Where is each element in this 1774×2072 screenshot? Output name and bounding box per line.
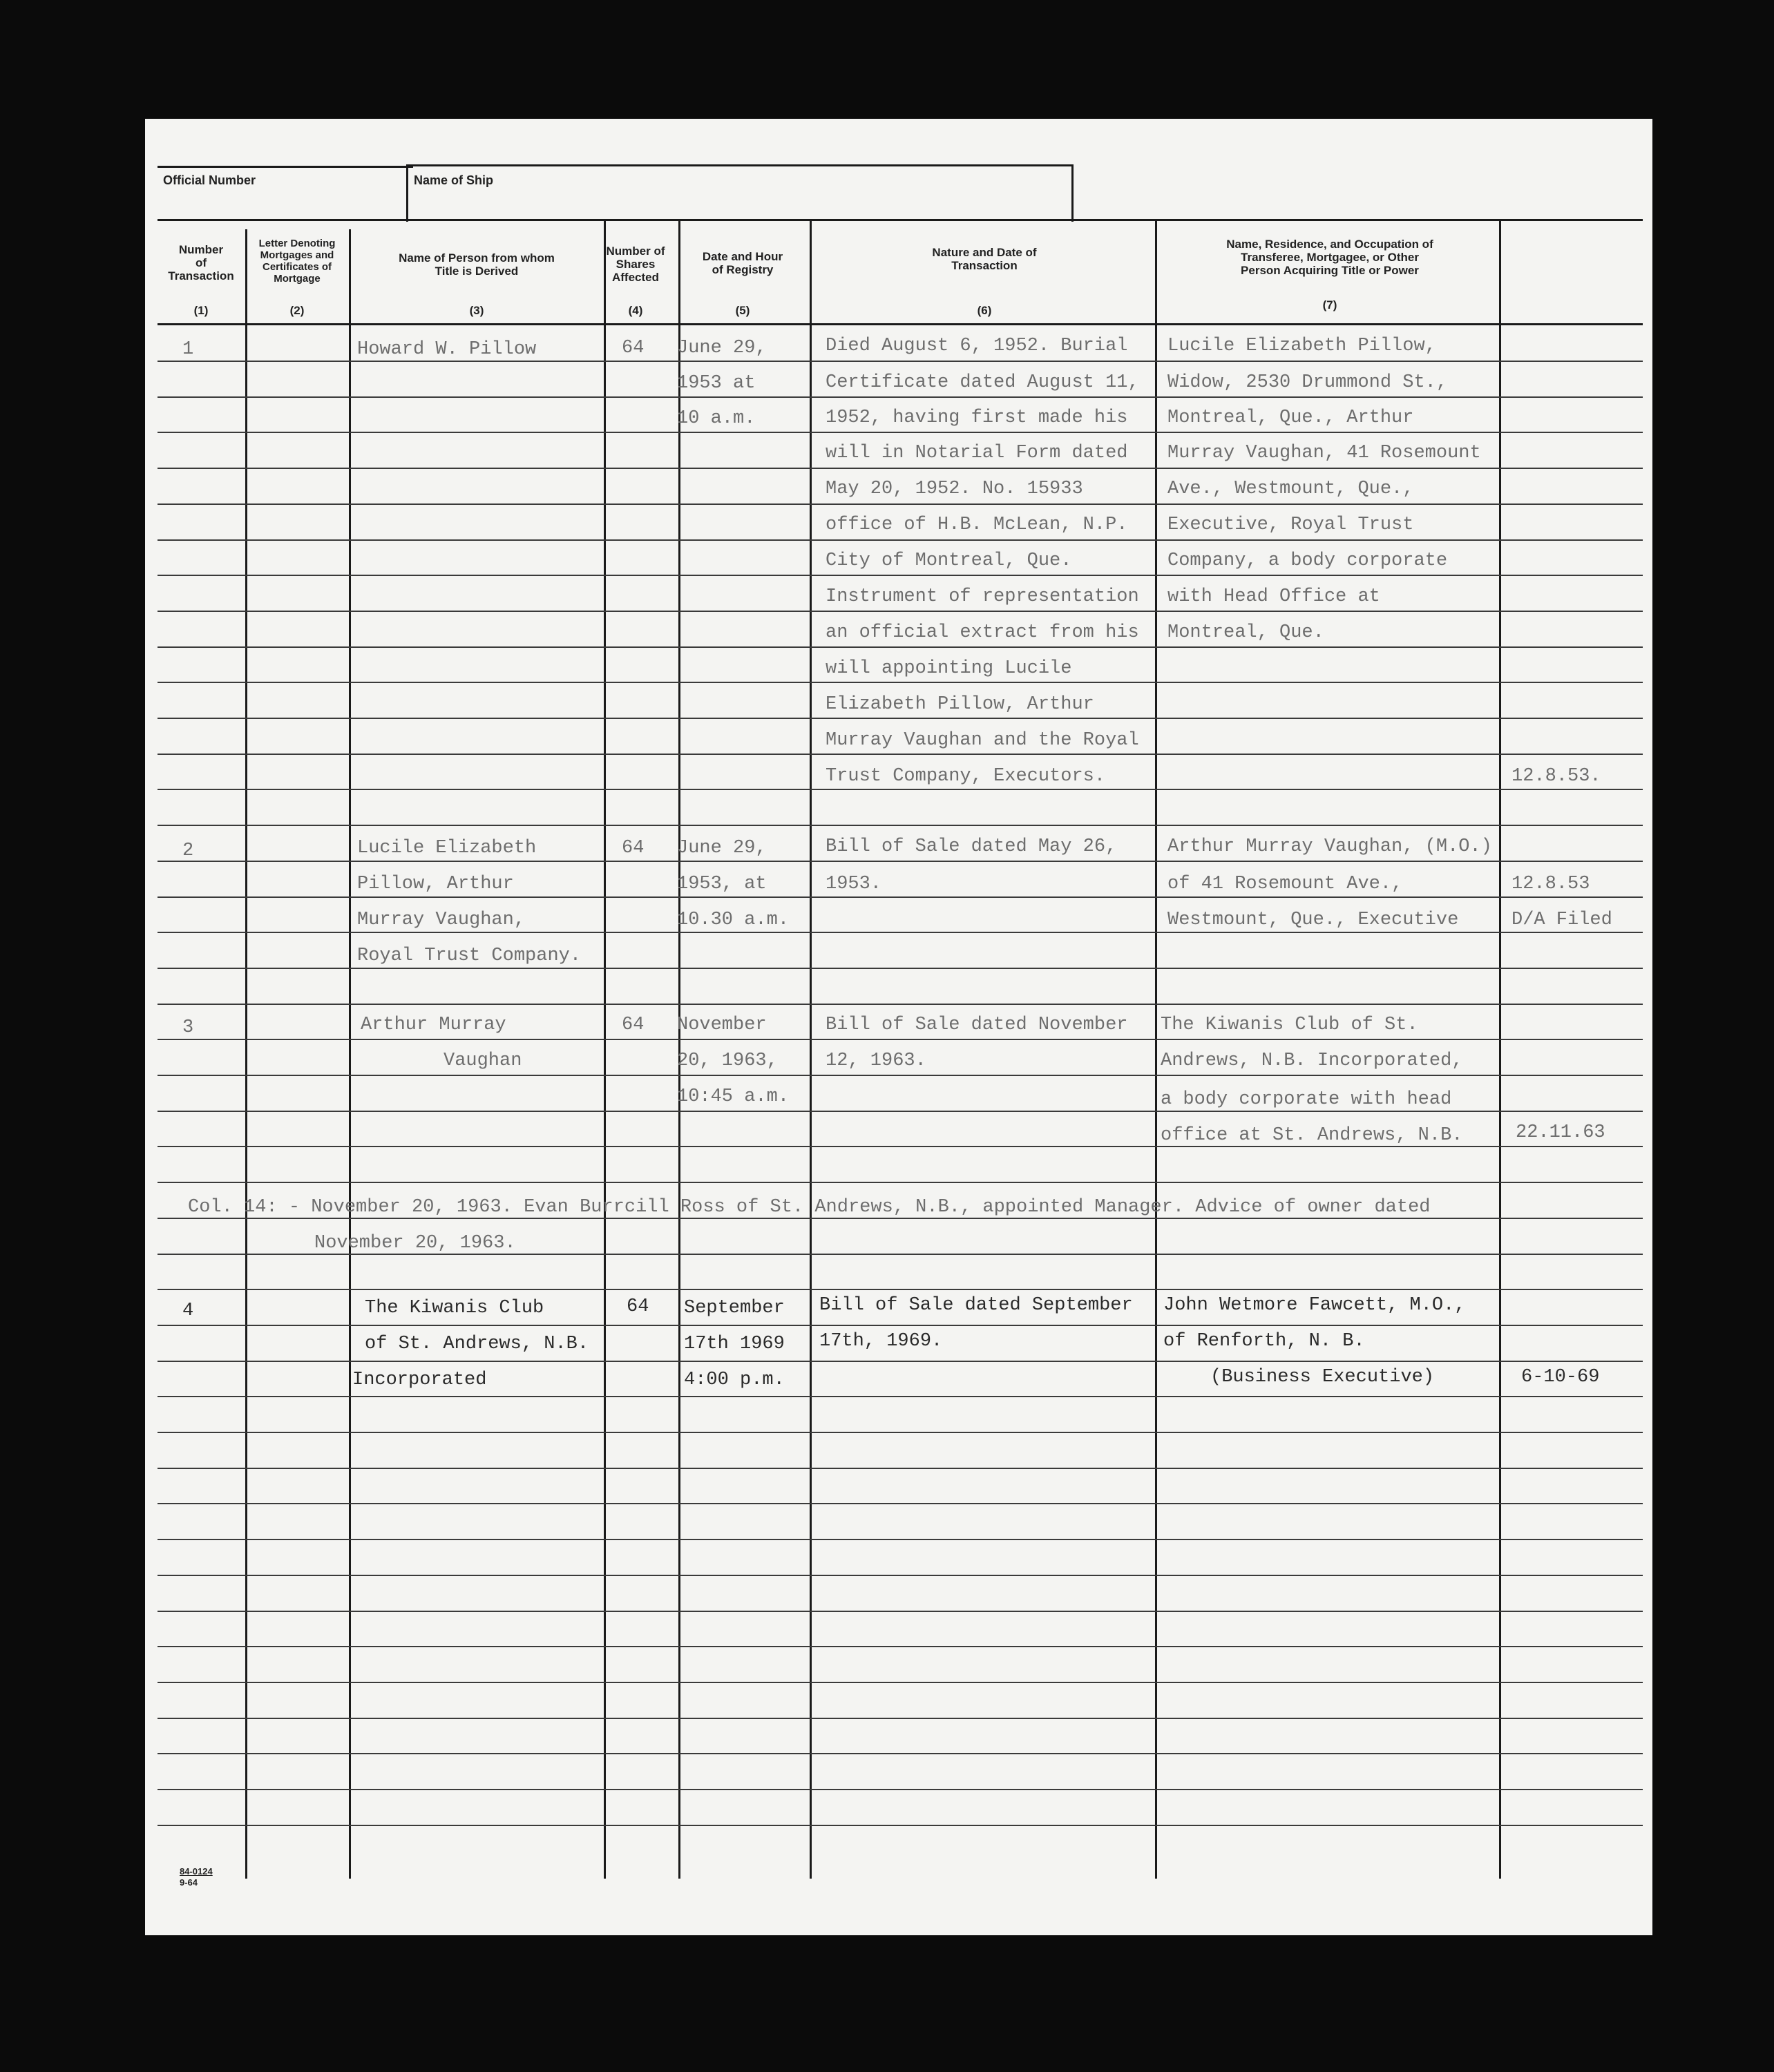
t1-transferee-1: Lucile Elizabeth Pillow,	[1167, 336, 1436, 356]
t1-transferee-7: Company, a body corporate	[1167, 550, 1448, 571]
t1-nature-2: Certificate dated August 11,	[826, 372, 1139, 393]
col-divider-5	[810, 221, 812, 1879]
t1-person: Howard W. Pillow	[357, 339, 537, 360]
t1-nature-10: will appointing Lucile	[826, 658, 1072, 679]
ruled-line	[158, 646, 1643, 648]
t3-date-1: November	[677, 1015, 767, 1035]
t1-date-3: 10 a.m.	[677, 408, 756, 429]
t1-nature-1: Died August 6, 1952. Burial	[826, 336, 1128, 356]
t1-transferee-3: Montreal, Que., Arthur	[1167, 407, 1414, 428]
col-divider-3	[604, 221, 606, 1879]
t4-person-3: Incorporated	[352, 1370, 487, 1390]
t3-margin-1: 22.11.63	[1516, 1122, 1605, 1143]
t1-transferee-8: with Head Office at	[1167, 586, 1380, 607]
ruled-line	[158, 1753, 1643, 1754]
t2-date-3: 10.30 a.m.	[677, 910, 790, 930]
ruled-line	[158, 1182, 1643, 1183]
t1-transferee-9: Montreal, Que.	[1167, 622, 1324, 643]
t2-transferee-3: Westmount, Que., Executive	[1167, 910, 1459, 930]
ruled-line	[158, 1611, 1643, 1612]
col14-note-line-2: November 20, 1963.	[314, 1233, 516, 1254]
ruled-line	[158, 361, 1643, 362]
column-header-bottom-rule	[158, 323, 1643, 325]
ruled-line	[158, 718, 1643, 719]
name-of-ship-label: Name of Ship	[414, 173, 494, 187]
col2-number: (2)	[289, 304, 305, 317]
ruled-line	[158, 1039, 1643, 1040]
register-page	[145, 119, 1652, 1935]
col2-header: Letter Denoting Mortgages and Certificates of Mortgage	[258, 238, 336, 285]
col4-number: (4)	[628, 304, 643, 317]
col1-header: Number of Transaction	[168, 243, 234, 282]
ruled-line	[158, 503, 1643, 505]
t3-transferee-1: The Kiwanis Club of St.	[1161, 1015, 1418, 1035]
ruled-line	[158, 1361, 1643, 1362]
ruled-line	[158, 1682, 1643, 1683]
t1-nature-8: Instrument of representation	[826, 586, 1139, 607]
t3-shares: 64	[622, 1015, 645, 1035]
t4-date-1: September	[684, 1298, 785, 1318]
t1-nature-11: Elizabeth Pillow, Arthur	[826, 694, 1094, 715]
t4-nature-1: Bill of Sale dated September	[819, 1295, 1133, 1316]
t1-transferee-4: Murray Vaughan, 41 Rosemount	[1167, 443, 1481, 463]
col-divider-1	[245, 229, 247, 1879]
ruled-line	[158, 896, 1643, 898]
ruled-line	[158, 1075, 1643, 1076]
ruled-line	[158, 1825, 1643, 1826]
t1-nature-7: City of Montreal, Que.	[826, 550, 1072, 571]
t4-shares: 64	[627, 1296, 649, 1317]
ruled-line	[158, 1539, 1643, 1540]
t3-person-2: Vaughan	[444, 1051, 522, 1071]
ruled-line	[158, 861, 1643, 862]
t3-date-2: 20, 1963,	[677, 1051, 778, 1071]
t2-date-1: June 29,	[677, 838, 767, 858]
ruled-line	[158, 1646, 1643, 1647]
t3-number: 3	[182, 1017, 194, 1038]
ruled-line	[158, 1575, 1643, 1576]
ruled-line	[158, 396, 1643, 398]
ruled-line	[158, 1289, 1643, 1290]
ruled-line	[158, 1789, 1643, 1790]
t1-date-2: 1953 at	[677, 373, 756, 394]
t2-person-1: Lucile Elizabeth	[357, 838, 537, 858]
t3-nature-1: Bill of Sale dated November	[826, 1015, 1128, 1035]
t1-nature-5: May 20, 1952. No. 15933	[826, 479, 1083, 499]
col3-header: Name of Person from whom Title is Derived	[399, 251, 555, 278]
ruled-line	[158, 682, 1643, 683]
t1-transferee-5: Ave., Westmount, Que.,	[1167, 479, 1414, 499]
t3-transferee-3: a body corporate with head	[1161, 1089, 1452, 1110]
col5-number: (5)	[735, 304, 750, 317]
form-code-date: 9-64	[180, 1877, 198, 1888]
t2-person-4: Royal Trust Company.	[357, 946, 582, 966]
ruled-line	[158, 789, 1643, 790]
t2-margin-1: 12.8.53	[1511, 874, 1590, 894]
official-number-label: Official Number	[163, 173, 256, 187]
ruled-line	[158, 1432, 1643, 1433]
t3-transferee-4: office at St. Andrews, N.B.	[1161, 1125, 1463, 1146]
t2-margin-2: D/A Filed	[1511, 910, 1612, 930]
t1-date-1: June 29,	[677, 338, 767, 358]
t4-person-1: The Kiwanis Club	[365, 1298, 544, 1318]
ruled-line	[158, 468, 1643, 469]
col5-header: Date and Hour of Registry	[702, 250, 783, 276]
t1-nature-13: Trust Company, Executors.	[826, 766, 1106, 787]
t2-person-2: Pillow, Arthur	[357, 874, 514, 894]
t4-margin-1: 6-10-69	[1521, 1367, 1600, 1388]
ruled-line	[158, 1468, 1643, 1469]
t4-number: 4	[182, 1301, 194, 1321]
t4-date-2: 17th 1969	[684, 1334, 785, 1354]
ruled-line	[158, 575, 1643, 576]
ruled-line	[158, 754, 1643, 755]
col-divider-2	[349, 229, 351, 1879]
ruled-line	[158, 1004, 1643, 1005]
col1-number: (1)	[193, 304, 209, 317]
ruled-line	[158, 1111, 1643, 1112]
ruled-line	[158, 432, 1643, 433]
t2-transferee-1: Arthur Murray Vaughan, (M.O.)	[1167, 836, 1492, 857]
t4-person-2: of St. Andrews, N.B.	[365, 1334, 589, 1354]
t4-transferee-1: John Wetmore Fawcett, M.O.,	[1163, 1295, 1466, 1316]
t1-number: 1	[182, 339, 194, 360]
t1-margin-1: 12.8.53.	[1511, 766, 1601, 787]
t4-transferee-3: (Business Executive)	[1210, 1367, 1435, 1388]
t4-nature-2: 17th, 1969.	[819, 1331, 943, 1352]
t2-date-2: 1953, at	[677, 874, 767, 894]
col6-number: (6)	[977, 304, 992, 317]
t2-shares: 64	[622, 838, 645, 858]
name-of-ship-box	[406, 164, 1074, 222]
ruled-line	[158, 968, 1643, 969]
ruled-line	[158, 932, 1643, 933]
t3-nature-2: 12, 1963.	[826, 1051, 926, 1071]
official-number-box	[158, 166, 413, 222]
t2-transferee-2: of 41 Rosemount Ave.,	[1167, 874, 1403, 894]
col14-note-line-1: Col. 14: - November 20, 1963. Evan Burrcill Ross of St. Andrews, N.B., appointed Manager. Advice of owner dated	[188, 1197, 1431, 1218]
form-code-number: 84-0124	[180, 1866, 213, 1877]
t1-shares: 64	[622, 338, 645, 358]
col3-number: (3)	[469, 304, 484, 317]
ruled-line	[158, 1718, 1643, 1719]
col-divider-6	[1155, 221, 1157, 1879]
ruled-line	[158, 1325, 1643, 1326]
col7-header: Name, Residence, and Occupation of Transferee, Mortgagee, or Other Person Acquiring Title or Power	[1226, 238, 1433, 277]
t3-transferee-2: Andrews, N.B. Incorporated,	[1161, 1051, 1463, 1071]
t4-transferee-2: of Renforth, N. B.	[1163, 1331, 1365, 1352]
t2-nature-1: Bill of Sale dated May 26,	[826, 836, 1117, 857]
t3-person-1: Arthur Murray	[361, 1015, 506, 1035]
t1-nature-4: will in Notarial Form dated	[826, 443, 1128, 463]
column-header-top-rule	[158, 219, 1643, 221]
ruled-line	[158, 1396, 1643, 1397]
t1-nature-12: Murray Vaughan and the Royal	[826, 730, 1139, 751]
ruled-line	[158, 1503, 1643, 1504]
t1-nature-9: an official extract from his	[826, 622, 1139, 643]
ruled-line	[158, 539, 1643, 541]
ruled-line	[158, 825, 1643, 826]
col7-number: (7)	[1322, 298, 1337, 311]
ruled-line	[158, 611, 1643, 612]
t1-transferee-6: Executive, Royal Trust	[1167, 515, 1414, 535]
t2-number: 2	[182, 841, 194, 861]
t1-nature-6: office of H.B. McLean, N.P.	[826, 515, 1128, 535]
t2-person-3: Murray Vaughan,	[357, 910, 526, 930]
col6-header: Nature and Date of Transaction	[932, 246, 1037, 272]
col4-header: Number of Shares Affected	[606, 244, 665, 284]
t1-nature-3: 1952, having first made his	[826, 407, 1128, 428]
t1-transferee-2: Widow, 2530 Drummond St.,	[1167, 372, 1448, 393]
t3-date-3: 10:45 a.m.	[677, 1086, 790, 1107]
t4-date-3: 4:00 p.m.	[684, 1370, 785, 1390]
form-code	[180, 1866, 213, 1888]
t2-nature-2: 1953.	[826, 874, 882, 894]
